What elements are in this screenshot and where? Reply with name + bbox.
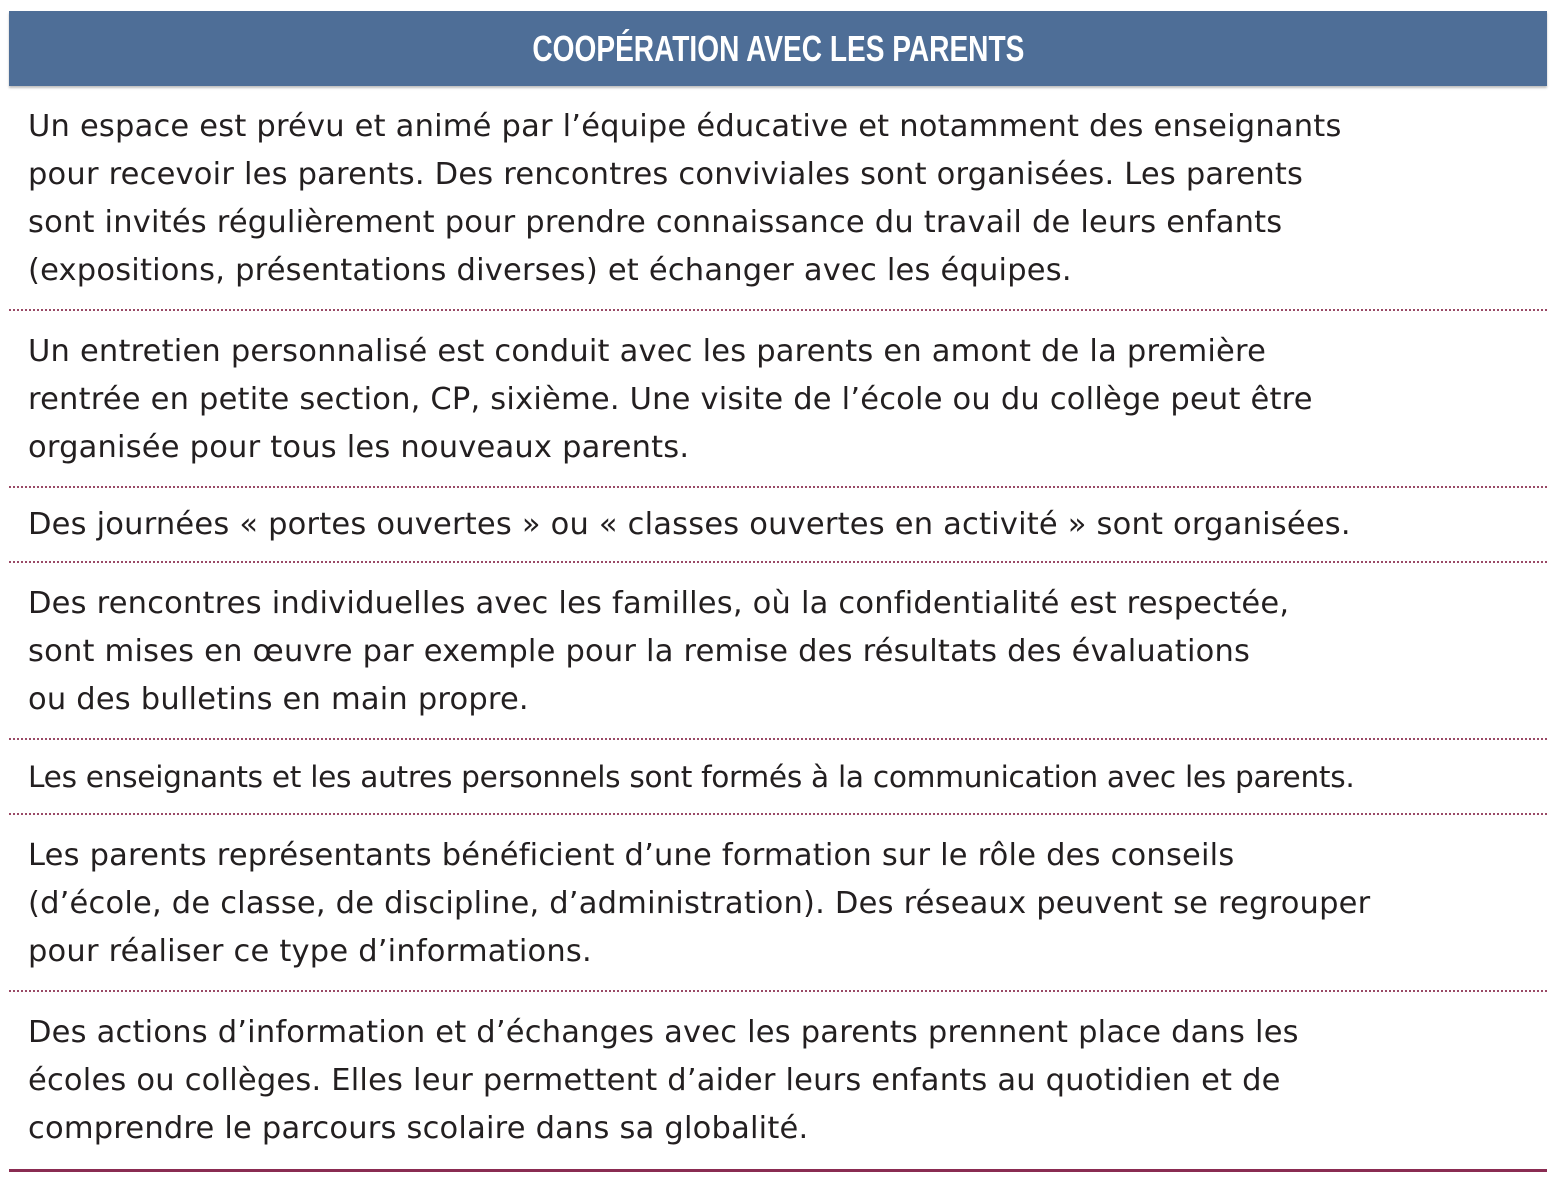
table-title: COOPÉRATION AVEC LES PARENTS bbox=[532, 27, 1024, 69]
measure-row-reception-space: Un espace est prévu et animé par l’équipe éducative et notamment des enseignants pour recevoir les parents. Des rencontres conviviales sont organisées. Les parents sont invités régulièrement pour prendre connaissance du travail de leurs enfants (expositions, présentations diverses) et échanger avec les équipes. bbox=[9, 86, 1547, 311]
measure-row-parent-representatives: Les parents représentants bénéficient d’une formation sur le rôle des conseils (d’école, de classe, de discipline, d’administration). Des réseaux peuvent se regrouper pour réaliser ce type d’informations. bbox=[9, 815, 1547, 992]
table-header bbox=[9, 11, 1547, 86]
measure-row-individual-meetings: Des rencontres individuelles avec les familles, où la confidentialité est respectée, sont mises en œuvre par exemple pour la remise des résultats des évaluations ou des bulletins en main propre. bbox=[9, 563, 1547, 740]
measure-row-staff-training: Les enseignants et les autres personnels sont formés à la communication avec les parents. bbox=[9, 740, 1547, 815]
measures-list bbox=[9, 86, 1547, 1172]
measure-row-information-actions: Des actions d’information et d’échanges avec les parents prennent place dans les écoles ou collèges. Elles leur permettent d’aider leurs enfants au quotidien et de comprendre le parcours scolaire dans sa globalité. bbox=[9, 992, 1547, 1172]
measure-row-open-days: Des journées « portes ouvertes » ou « classes ouvertes en activité » sont organisées. bbox=[9, 488, 1547, 563]
cooperation-table bbox=[9, 11, 1547, 1172]
measure-row-personal-interview: Un entretien personnalisé est conduit avec les parents en amont de la première rentrée en petite section, CP, sixième. Une visite de l’école ou du collège peut être organisée pour tous les nouveaux parents. bbox=[9, 311, 1547, 488]
